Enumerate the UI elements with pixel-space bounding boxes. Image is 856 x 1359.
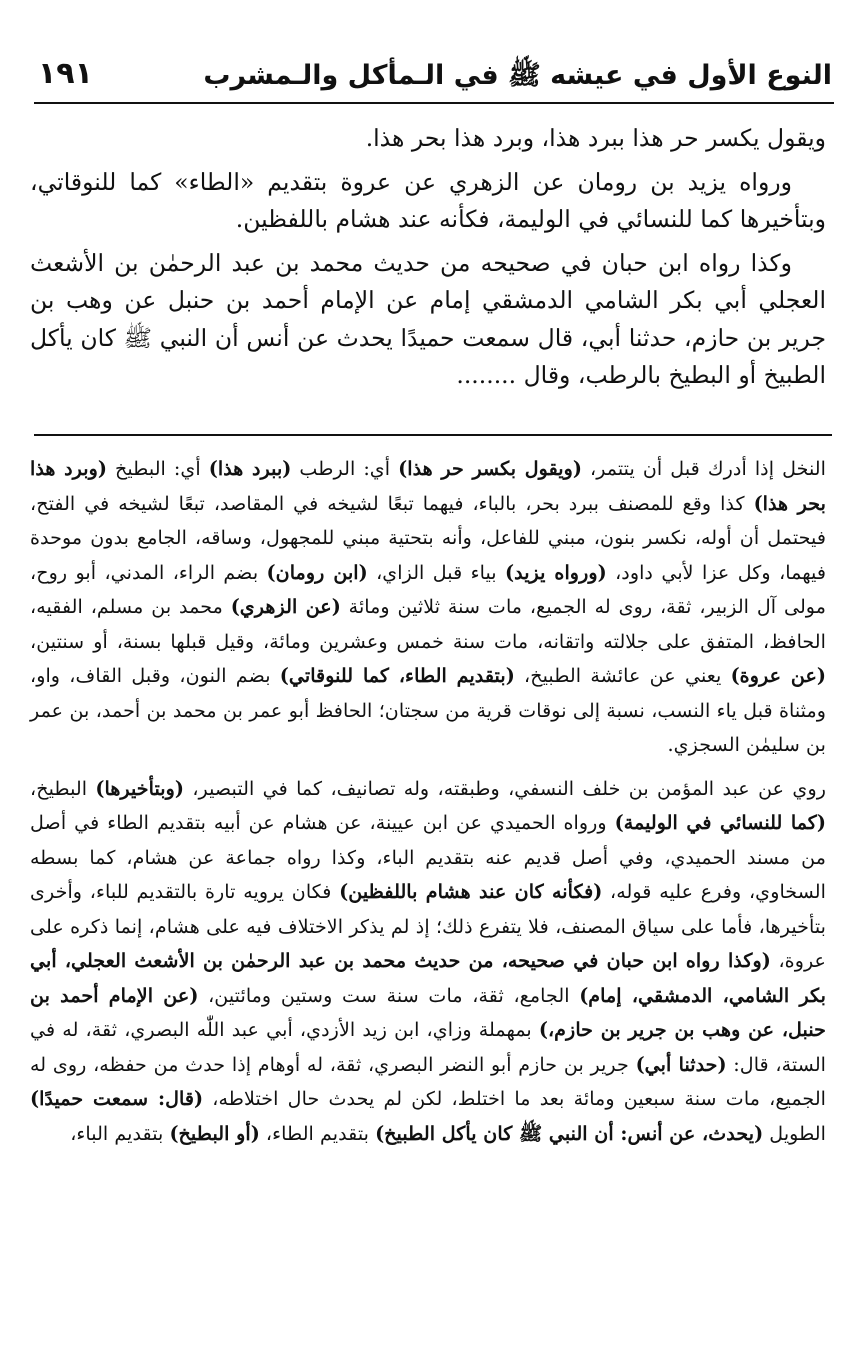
quoted-lemma: (ابن رومان): [266, 560, 368, 584]
quoted-lemma: (بتقديم الطاء، كما للنوقاتي): [279, 664, 515, 687]
commentary-text-run: بتقديم الطاء،: [259, 1121, 376, 1145]
commentary-text-run: كذا وقع للمصنف ببرد بحر، بالباء، فيهما تبعًا لشيخه في المقاصد، تبعًا لشيخه في الفتح، فيحتمل أن أوله، نكسر بنون، مبني للفاعل، وأنه بتحتية مبني للمجهول، وساقه، الجامع بدون موحدة فيهما، وكل عزا لأبي داود،: [30, 491, 827, 584]
quoted-lemma: (يحدث، عن أنس: أن النبي ﷺ كان يأكل الطبيخ): [375, 1121, 764, 1145]
commentary-text-run: بتقديم الباء،: [70, 1121, 170, 1145]
running-header: [34, 52, 834, 104]
quoted-lemma: (قال: سمعت حميدًا): [30, 1087, 204, 1110]
commentary-text-run: محمد بن مسلم، الفقيه، الحافظ، المتفق على جلالته واتقانه، مات سنة خمس وعشرين ومائة، وقيل قبلها بسنة، أو سنتين،: [30, 595, 826, 653]
quoted-lemma: (ببرد هذا): [208, 457, 292, 480]
quoted-lemma: (وبرد هذا بحر هذا): [30, 457, 826, 515]
commentary-text-run: بضم النون، وقبل القاف، واو، ومثناة قبل ياء النسب، نسبة إلى نوقات قرية من سجتان؛ الحافظ أبو عمر بن محمد بن أحمد، بن عمر بن سليمٰن السجزي.: [30, 664, 826, 756]
quoted-lemma: (كما للنسائي في الوليمة): [614, 811, 826, 834]
commentary-text-run: جرير بن حازم أبو النضر البصري، ثقة، له أوهام إذا حدث من حفظه، روى له الجميع، مات سنة سبعين ومائة بعد ما اختلط، لكن لم يحدث حال اختلاطه،: [30, 1052, 826, 1110]
commentary-text-run: بمهملة وزاي، ابن زيد الأزدي، أبي عبد اللّٰه البصري، ثقة، له في الستة، قال:: [30, 1018, 826, 1076]
quoted-lemma: (ويقول بكسر حر هذا): [398, 457, 582, 480]
quoted-lemma: (ورواه يزيد): [505, 560, 607, 584]
continuation-dots: ........: [456, 361, 517, 389]
main-text: [30, 120, 826, 395]
main-paragraph: ورواه يزيد بن رومان عن الزهري عن عروة بتقديم «الطاء» كما للنوقاتي، وبتأخيرها كما للنسائي في الوليمة، فكأنه عند هشام باللفظين.: [30, 167, 826, 233]
commentary-text-run: النخل إذا أدرك قبل أن يتتمر،: [581, 457, 826, 480]
commentary-text-run: يعني عن عائشة الطبيخ،: [514, 664, 731, 687]
quoted-lemma: (عن عروة): [730, 664, 826, 687]
commentary-text-run: روي عن عبد المؤمن بن خلف النسفي، وطبقته، وله تصانيف، كما في التبصير،: [184, 776, 826, 800]
commentary-text-run: أي: البطيخ: [106, 457, 209, 480]
quoted-lemma: (وكذا رواه ابن حبان في صحيحه، من حديث محمد بن عبد الرحمٰن بن الأشعث العجلي، أبي بكر الشامي، الدمشقي، إمام): [30, 949, 826, 1007]
quoted-lemma: (حدثنا أبي): [635, 1052, 727, 1076]
quoted-lemma: (عن الإمام أحمد بن حنبل، عن وهب بن جرير بن حازم،): [30, 983, 827, 1041]
quoted-lemma: (عن الزهري): [230, 595, 341, 618]
main-paragraph: [30, 245, 826, 395]
commentary-text-run: فكان يرويه تارة بالتقديم للباء، وأخرى بتأخيرها، فأما على سياق المصنف، فلا يتفرع ذلك؛ إذ لم يذكر الاختلاف فيه على هشام، إنما ذكره على عروة،: [30, 880, 826, 972]
commentary-paragraph: [30, 772, 826, 1152]
separator-line: [34, 434, 832, 436]
commentary-text-run: الجامع، ثقة، مات سنة ست وستين ومائتين،: [198, 983, 580, 1007]
commentary-text-run: الطويل: [763, 1121, 826, 1145]
commentary-text-run: ورواه الحميدي عن ابن عيينة، عن هشام عن أبيه بتقديم الطاء في أصل من مسند الحميدي، وفي أصل قديم عنه بتقديم الباء، وكذا رواه جماعة عن هشام، كما بسطه السخاوي، وفرع عليه قوله،: [30, 811, 826, 903]
quoted-lemma: (أو البطيخ): [169, 1121, 260, 1145]
commentary-text-run: البطيخ،: [30, 776, 96, 800]
chapter-title: النوع الأول في عيشه ﷺ في الـمأكل والـمشرب: [203, 60, 832, 91]
main-paragraph-text: وكذا رواه ابن حبان في صحيحه من حديث محمد بن عبد الرحمٰن بن الأشعث العجلي أبي بكر الشامي الدمشقي إمام عن الإمام أحمد بن حنبل عن وهب بن جرير بن حازم، حدثنا أبي، قال سمعت حميدًا يحدث عن أنس أن النبي ﷺ كان يأكل الطبيخ أو البطيخ بالرطب، وقال: [30, 248, 826, 389]
commentary-text-run: أي: الرطب: [291, 457, 399, 480]
commentary-text-run: بياء قبل الزاي،: [367, 560, 506, 584]
commentary-text: [30, 452, 826, 1151]
main-paragraph: ويقول يكسر حر هذا ببرد هذا، وبرد هذا بحر هذا.: [365, 124, 826, 152]
quoted-lemma: (وبتأخيرها): [95, 776, 184, 800]
page-number: ١٩١: [38, 56, 93, 91]
commentary-paragraph: [30, 452, 826, 763]
commentary-text-run: بضم الراء، المدني، أبو روح، مولى آل الزبير، ثقة، روى له الجميع، مات سنة ثلاثين ومائة: [30, 560, 826, 618]
quoted-lemma: (فكأنه كان عند هشام باللفظين): [339, 880, 603, 903]
